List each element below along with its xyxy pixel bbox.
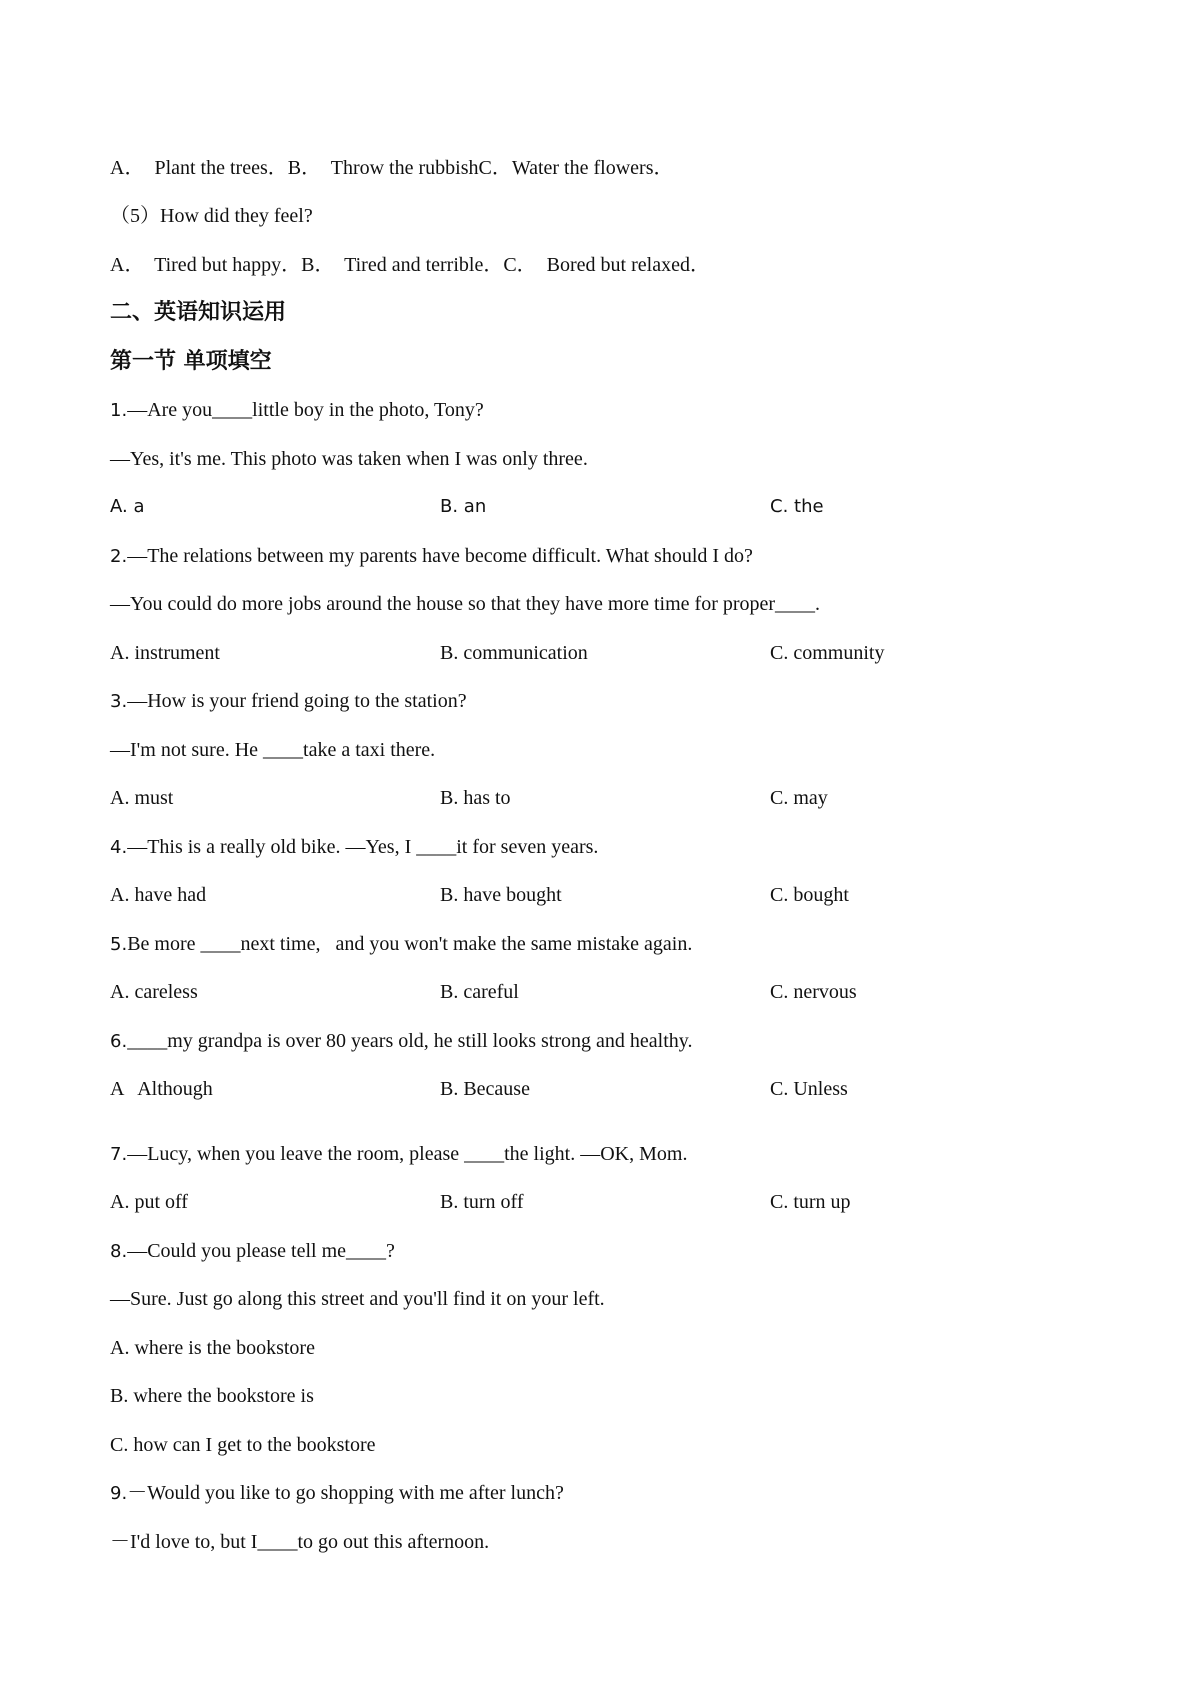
option-c: C. turn up xyxy=(770,1191,851,1213)
question-number: 4. xyxy=(110,837,128,858)
question-text: ____my grandpa is over 80 years old, he still looks strong and healthy. xyxy=(127,1030,693,1052)
subsection-title: 第一节 单项填空 xyxy=(110,349,272,374)
question-number: 8. xyxy=(110,1241,128,1262)
question-reply: —I'm not sure. He ____take a taxi there. xyxy=(110,739,436,761)
option-b: B. communication xyxy=(440,642,588,664)
option-c: C. bought xyxy=(770,884,849,906)
option-c: C. community xyxy=(770,642,885,664)
question-stem xyxy=(110,397,484,424)
option-a: A. careless xyxy=(110,981,198,1003)
question-number: 3. xyxy=(110,691,128,712)
question-text: —The relations between my parents have become difficult. What should I do? xyxy=(127,545,753,567)
question-stem xyxy=(110,834,598,861)
option-a: A. have had xyxy=(110,884,207,906)
section-title: 二、英语知识运用 xyxy=(110,300,287,325)
option-c: C. nervous xyxy=(770,981,857,1003)
option-a: A Although xyxy=(110,1078,213,1100)
question-text: —Could you please tell me____? xyxy=(127,1240,395,1262)
option-a: A. a xyxy=(110,496,145,517)
question-text: —Are you____little boy in the photo, Tony? xyxy=(127,399,484,421)
question-number: 5. xyxy=(110,934,128,955)
option-a: A. must xyxy=(110,787,174,809)
question-text: Be more ____next time, and you won't make the same mistake again. xyxy=(127,933,693,955)
option-a: A. put off xyxy=(110,1191,188,1213)
question-text: —How is your friend going to the station? xyxy=(127,690,467,712)
question-number: 7. xyxy=(110,1144,128,1165)
option-b: B. turn off xyxy=(440,1191,524,1213)
option-b: B. have bought xyxy=(440,884,562,906)
question-stem xyxy=(110,543,753,570)
option-b: B. Because xyxy=(440,1078,530,1100)
option-a: A. instrument xyxy=(110,642,220,664)
question-option-line: A． Tired but happy．B． Tired and terrible．C． Bored but relaxed． xyxy=(110,254,710,276)
question-reply: —Sure. Just go along this street and you'll find it on your left. xyxy=(110,1288,605,1310)
option-c: C. the xyxy=(770,496,824,517)
question-reply: －I'd love to, but I____to go out this afternoon. xyxy=(110,1531,490,1553)
option-a: A. where is the bookstore xyxy=(110,1337,315,1359)
question-number: 2. xyxy=(110,546,128,567)
option-b: B. an xyxy=(440,496,487,517)
option-b: B. where the bookstore is xyxy=(110,1385,314,1407)
question-stem xyxy=(110,1480,564,1507)
question-number: 9. xyxy=(110,1483,128,1504)
question-option-line: A． Plant the trees．B． Throw the rubbishC．Water the flowers． xyxy=(110,157,674,179)
question-reply: —You could do more jobs around the house so that they have more time for proper____. xyxy=(110,593,821,615)
question-text: —This is a really old bike. —Yes, I ____it for seven years. xyxy=(127,836,599,858)
option-c: C. Unless xyxy=(770,1078,848,1100)
question-text: －Would you like to go shopping with me after lunch? xyxy=(127,1482,564,1504)
question-stem xyxy=(110,1141,687,1168)
question-stem xyxy=(110,1238,395,1265)
question-text: —Lucy, when you leave the room, please ____the light. —OK, Mom. xyxy=(127,1143,688,1165)
option-c: C. may xyxy=(770,787,828,809)
option-b: B. careful xyxy=(440,981,519,1003)
question-number: 6. xyxy=(110,1031,128,1052)
question-stem xyxy=(110,688,467,715)
option-c: C. how can I get to the bookstore xyxy=(110,1434,376,1456)
option-b: B. has to xyxy=(440,787,511,809)
question-stem xyxy=(110,1028,692,1055)
question-stem xyxy=(110,931,692,958)
question-prompt: （5）How did they feel? xyxy=(110,205,313,227)
question-reply: —Yes, it's me. This photo was taken when I was only three. xyxy=(110,448,588,470)
question-number: 1. xyxy=(110,400,128,421)
